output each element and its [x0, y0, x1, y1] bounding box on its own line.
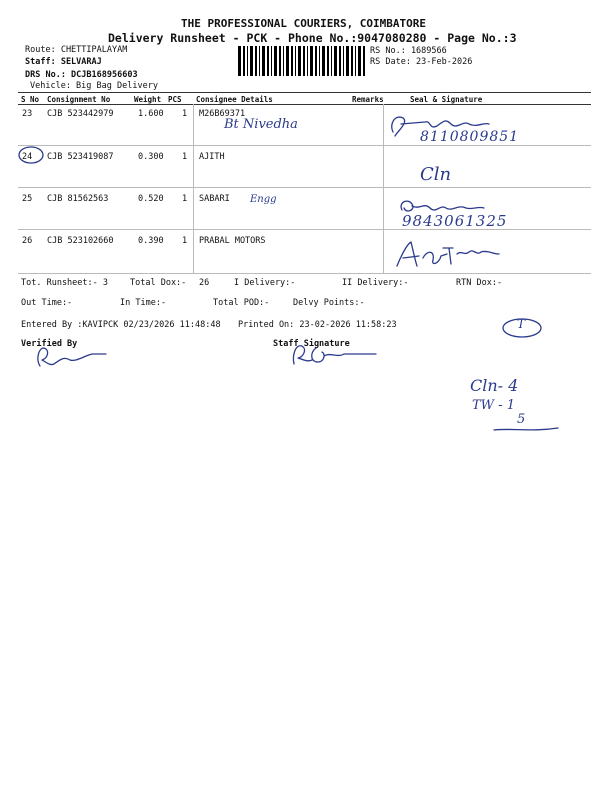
vehicle: Vehicle: Big Bag Delivery [30, 81, 158, 91]
tally-underline [492, 424, 562, 436]
col-consignee: Consignee Details [196, 95, 273, 104]
total-pod: Total POD:- [213, 298, 270, 308]
staff-signature-label: Staff Signature [273, 339, 350, 349]
row-pcs: 1 [182, 109, 188, 119]
row-rule [18, 187, 591, 188]
row-weight: 1.600 [138, 109, 164, 119]
col-sno: S No [21, 95, 40, 104]
row-sno: 25 [22, 194, 33, 204]
col-weight: Weight [134, 95, 162, 104]
total-dox-value: 26 [199, 278, 210, 288]
second-delivery: II Delivery:- [342, 278, 409, 288]
table-header-rule [18, 104, 591, 105]
col-pcs: PCS [168, 95, 182, 104]
company-name: THE PROFESSIONAL COURIERS, COIMBATORE [181, 17, 427, 30]
tot-runsheet: Tot. Runsheet:- 3 [21, 278, 108, 288]
col-remarks: Remarks [352, 95, 384, 104]
row-weight: 0.520 [138, 194, 164, 204]
drs-number: DRS No.: DCJB168956603 [25, 70, 138, 80]
col-seal: Seal & Signature [410, 95, 483, 104]
handwritten-phone: 8110809851 [420, 129, 520, 145]
row-consignment: CJB 81562563 [47, 194, 109, 204]
table-bottom-rule [18, 273, 591, 274]
handwritten-signature [30, 342, 110, 370]
col-divider [383, 104, 384, 274]
tally-cln: Cln- 4 [470, 376, 519, 395]
handwritten-note: Cln [420, 164, 452, 185]
row-rule [18, 145, 591, 146]
first-delivery: I Delivery:- [234, 278, 296, 288]
row-pcs: 1 [182, 194, 188, 204]
total-dox-label: Total Dox:- [130, 278, 187, 288]
in-time: In Time:- [120, 298, 167, 308]
handwritten-note: Bt Nivedha [224, 117, 298, 132]
handwritten-signature [290, 340, 380, 368]
barcode-graphic [238, 46, 366, 76]
row-consignment: CJB 523442979 [47, 109, 114, 119]
row-consignee: AJITH [199, 152, 225, 162]
row-weight: 0.300 [138, 152, 164, 162]
row-consignee: M26B69371 [199, 109, 246, 119]
row-sno: 26 [22, 236, 33, 246]
tally-tw: TW - 1 [472, 398, 515, 413]
row-consignee: SABARI [199, 194, 230, 204]
staff: Staff: SELVARAJ [25, 57, 102, 67]
row-consignment: CJB 523102660 [47, 236, 114, 246]
row-weight: 0.390 [138, 236, 164, 246]
table-top-rule [18, 92, 591, 93]
rtn-dox: RTN Dox:- [456, 278, 503, 288]
entered-by: Entered By :KAVIPCK 02/23/2026 11:48:48 [21, 320, 221, 330]
circle-mark-icon [16, 145, 46, 165]
handwritten-phone: 9843061325 [402, 212, 508, 230]
row-pcs: 1 [182, 152, 188, 162]
verified-by-label: Verified By [21, 339, 78, 349]
handwritten-signature [393, 240, 503, 270]
rs-number: RS No.: 1689566 [370, 46, 447, 56]
row-consignee: PRABAL MOTORS [199, 236, 266, 246]
rs-date: RS Date: 23-Feb-2026 [370, 57, 473, 67]
row-pcs: 1 [182, 236, 188, 246]
row-sno: 24 [22, 152, 33, 162]
runsheet-title: Delivery Runsheet - PCK - Phone No.:9047080280 - Page No.:3 [108, 31, 517, 45]
out-time: Out Time:- [21, 298, 73, 308]
col-divider [193, 104, 194, 274]
col-consignment: Consignment No [47, 95, 111, 104]
row-consignment: CJB 523419087 [47, 152, 114, 162]
handwritten-note: Engg [250, 194, 277, 205]
delvy-points: Delvy Points:- [293, 298, 365, 308]
row-sno: 23 [22, 109, 33, 119]
tally-total: 5 [517, 412, 526, 427]
route: Route: CHETTIPALAYAM [25, 45, 128, 55]
printed-on: Printed On: 23-02-2026 11:58:23 [238, 320, 397, 330]
circled-mark-text: T [517, 317, 526, 331]
